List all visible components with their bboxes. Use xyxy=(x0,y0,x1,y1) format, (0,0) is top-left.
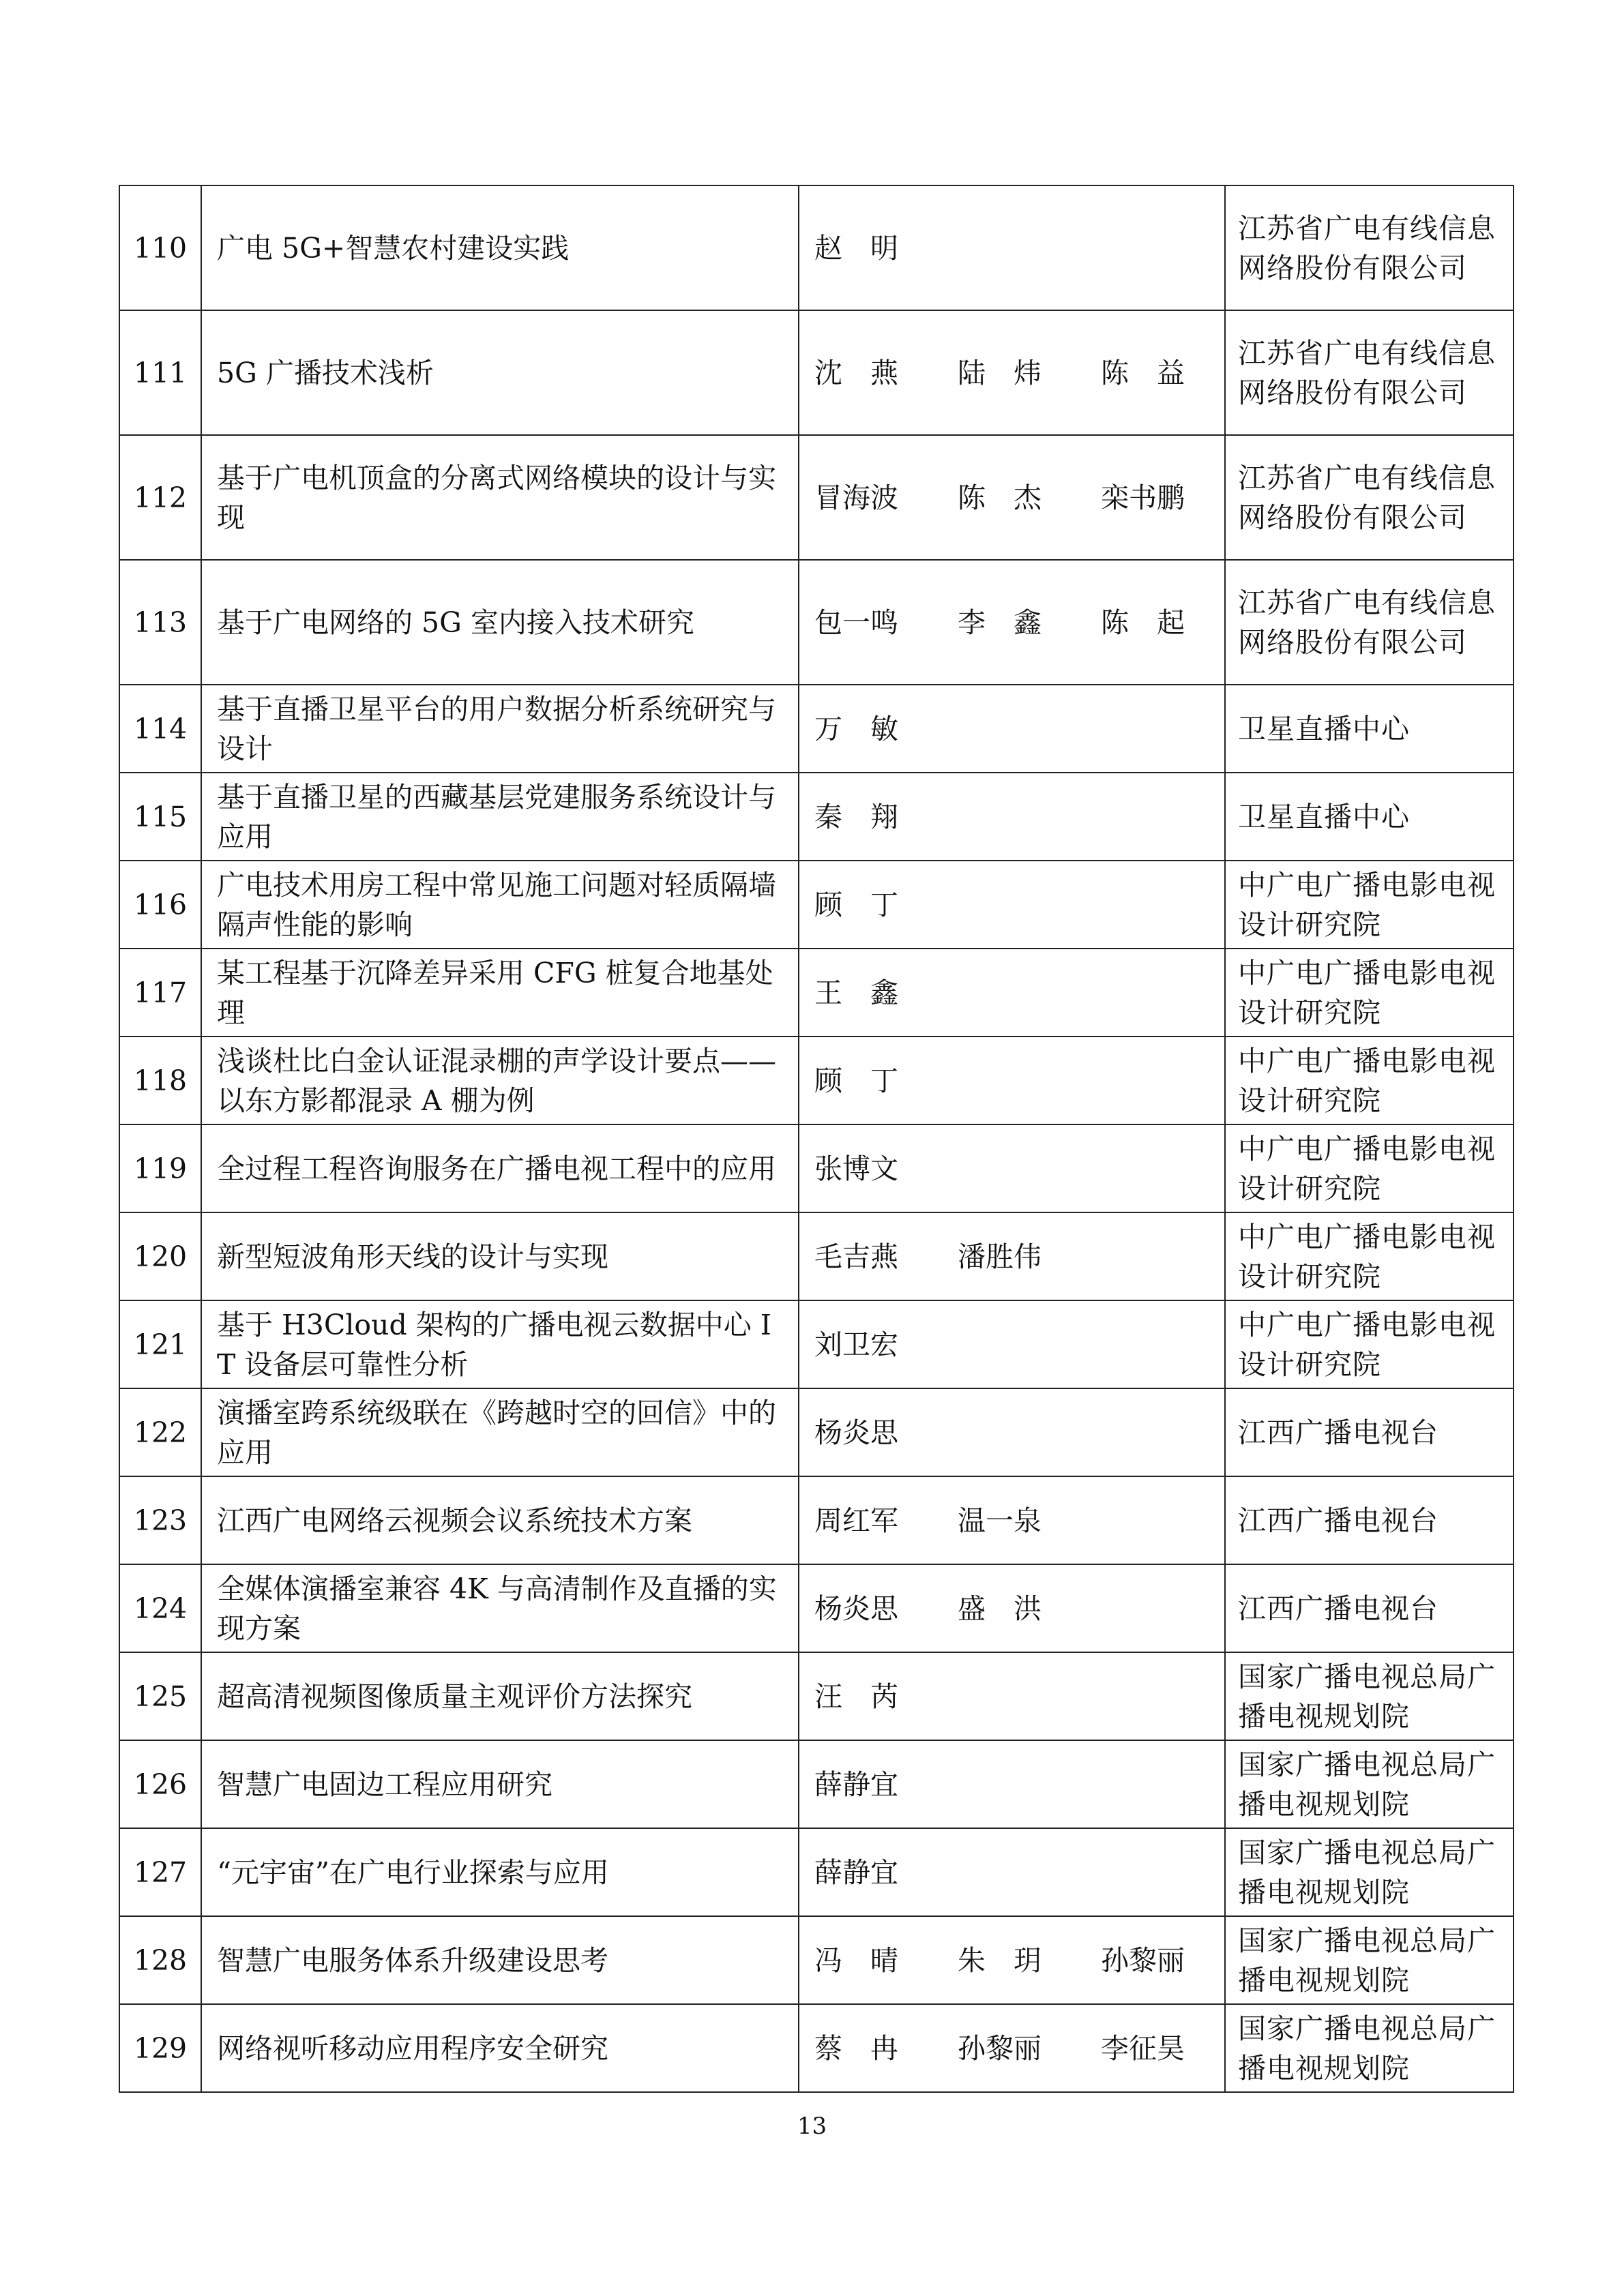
author-name: 刘卫宏 xyxy=(814,1328,898,1361)
table-row xyxy=(119,1828,1514,1916)
authors-cell xyxy=(799,1740,1225,1828)
row-number: 119 xyxy=(119,1124,201,1212)
table-row xyxy=(119,1476,1514,1564)
author-name: 盛 洪 xyxy=(958,1592,1042,1625)
author-name: 陆 炜 xyxy=(958,356,1042,389)
paper-title: 广电技术用房工程中常见施工问题对轻质隔墙隔声性能的影响 xyxy=(201,861,799,949)
author-list xyxy=(814,2032,1210,2065)
paper-title: 基于广电网络的 5G 室内接入技术研究 xyxy=(201,560,799,685)
row-number: 114 xyxy=(119,685,201,773)
table-row xyxy=(119,685,1514,773)
authors-cell xyxy=(799,1300,1225,1388)
row-number: 118 xyxy=(119,1037,201,1124)
organization: 国家广播电视总局广播电视规划院 xyxy=(1225,1916,1514,2004)
author-list xyxy=(814,1240,1067,1273)
organization: 江苏省广电有线信息网络股份有限公司 xyxy=(1225,435,1514,560)
table-row xyxy=(119,1388,1514,1476)
row-number: 125 xyxy=(119,1652,201,1740)
author-name: 杨炎思 xyxy=(814,1592,898,1625)
paper-title: 超高清视频图像质量主观评价方法探究 xyxy=(201,1652,799,1740)
author-name: 潘胜伟 xyxy=(958,1240,1042,1273)
author-name: 温一泉 xyxy=(958,1504,1042,1537)
row-number: 126 xyxy=(119,1740,201,1828)
author-list xyxy=(814,801,924,833)
row-number: 124 xyxy=(119,1564,201,1652)
author-name: 赵 明 xyxy=(814,231,898,265)
authors-cell xyxy=(799,1652,1225,1740)
table-row xyxy=(119,1037,1514,1124)
authors-cell xyxy=(799,2004,1225,2092)
author-name: 王 鑫 xyxy=(814,976,898,1009)
row-number: 116 xyxy=(119,861,201,949)
paper-title: 演播室跨系统级联在《跨越时空的回信》中的应用 xyxy=(201,1388,799,1476)
author-list xyxy=(814,481,1210,514)
row-number: 122 xyxy=(119,1388,201,1476)
author-list xyxy=(814,976,924,1009)
row-number: 128 xyxy=(119,1916,201,2004)
author-name: 陈 益 xyxy=(1101,356,1185,389)
author-list xyxy=(814,357,1210,389)
table-body xyxy=(119,185,1514,2092)
organization: 卫星直播中心 xyxy=(1225,773,1514,861)
authors-cell xyxy=(799,861,1225,949)
paper-title: 基于 H3Cloud 架构的广播电视云数据中心 IT 设备层可靠性分析 xyxy=(201,1300,799,1388)
author-list xyxy=(814,889,924,921)
row-number: 112 xyxy=(119,435,201,560)
organization: 江西广播电视台 xyxy=(1225,1476,1514,1564)
row-number: 117 xyxy=(119,949,201,1037)
author-name: 万 敏 xyxy=(814,712,898,745)
author-list xyxy=(814,1328,924,1361)
paper-title: 5G 广播技术浅析 xyxy=(201,310,799,435)
organization: 国家广播电视总局广播电视规划院 xyxy=(1225,1828,1514,1916)
author-name: 冯 晴 xyxy=(814,1943,898,1977)
table-row xyxy=(119,560,1514,685)
author-name: 秦 翔 xyxy=(814,800,898,833)
author-name: 孙黎丽 xyxy=(958,2031,1042,2065)
authors-cell xyxy=(799,435,1225,560)
authors-cell xyxy=(799,1828,1225,1916)
table-row xyxy=(119,1652,1514,1740)
authors-cell xyxy=(799,1212,1225,1300)
author-list xyxy=(814,1680,924,1713)
organization: 卫星直播中心 xyxy=(1225,685,1514,773)
table-row xyxy=(119,1124,1514,1212)
paper-title: 全过程工程咨询服务在广播电视工程中的应用 xyxy=(201,1124,799,1212)
author-name: 栾书鹏 xyxy=(1101,481,1185,514)
paper-title: 基于直播卫星的西藏基层党建服务系统设计与应用 xyxy=(201,773,799,861)
paper-title: 浅谈杜比白金认证混录棚的声学设计要点——以东方影都混录 A 棚为例 xyxy=(201,1037,799,1124)
table-row xyxy=(119,1740,1514,1828)
row-number: 129 xyxy=(119,2004,201,2092)
table-row xyxy=(119,949,1514,1037)
page-number: 13 xyxy=(797,2113,827,2140)
paper-title: 智慧广电固边工程应用研究 xyxy=(201,1740,799,1828)
authors-cell xyxy=(799,685,1225,773)
author-name: 薛静宜 xyxy=(814,1855,898,1889)
table-row xyxy=(119,1212,1514,1300)
organization: 中广电广播电影电视设计研究院 xyxy=(1225,861,1514,949)
author-name: 陈 起 xyxy=(1101,606,1185,639)
author-name: 沈 燕 xyxy=(814,356,898,389)
author-list xyxy=(814,1416,924,1449)
author-name: 包一鸣 xyxy=(814,606,898,639)
author-name: 顾 丁 xyxy=(814,888,898,921)
paper-title: 全媒体演播室兼容 4K 与高清制作及直播的实现方案 xyxy=(201,1564,799,1652)
authors-cell xyxy=(799,310,1225,435)
author-name: 张博文 xyxy=(814,1152,898,1185)
table-row xyxy=(119,1916,1514,2004)
author-name: 毛吉燕 xyxy=(814,1240,898,1273)
author-list xyxy=(814,1152,924,1185)
table-row xyxy=(119,2004,1514,2092)
organization: 江苏省广电有线信息网络股份有限公司 xyxy=(1225,310,1514,435)
row-number: 113 xyxy=(119,560,201,685)
organization: 中广电广播电影电视设计研究院 xyxy=(1225,1037,1514,1124)
organization: 国家广播电视总局广播电视规划院 xyxy=(1225,1652,1514,1740)
author-list xyxy=(814,1768,924,1801)
row-number: 120 xyxy=(119,1212,201,1300)
authors-cell xyxy=(799,1916,1225,2004)
table-row xyxy=(119,861,1514,949)
authors-cell xyxy=(799,560,1225,685)
paper-title: 某工程基于沉降差异采用 CFG 桩复合地基处理 xyxy=(201,949,799,1037)
author-name: 李 鑫 xyxy=(958,606,1042,639)
paper-title: 智慧广电服务体系升级建设思考 xyxy=(201,1916,799,2004)
row-number: 110 xyxy=(119,185,201,310)
paper-title: 基于广电机顶盒的分离式网络模块的设计与实现 xyxy=(201,435,799,560)
paper-title: “元宇宙”在广电行业探索与应用 xyxy=(201,1828,799,1916)
organization: 中广电广播电影电视设计研究院 xyxy=(1225,1124,1514,1212)
author-name: 朱 玥 xyxy=(958,1943,1042,1977)
author-name: 冒海波 xyxy=(814,481,898,514)
organization: 江苏省广电有线信息网络股份有限公司 xyxy=(1225,185,1514,310)
author-name: 杨炎思 xyxy=(814,1416,898,1449)
row-number: 111 xyxy=(119,310,201,435)
authors-cell xyxy=(799,1476,1225,1564)
authors-cell xyxy=(799,949,1225,1037)
organization: 江西广播电视台 xyxy=(1225,1388,1514,1476)
author-list xyxy=(814,1064,924,1097)
authors-cell xyxy=(799,1124,1225,1212)
paper-title: 广电 5G+智慧农村建设实践 xyxy=(201,185,799,310)
organization: 国家广播电视总局广播电视规划院 xyxy=(1225,1740,1514,1828)
table-row xyxy=(119,185,1514,310)
author-name: 周红军 xyxy=(814,1504,898,1537)
organization: 江苏省广电有线信息网络股份有限公司 xyxy=(1225,560,1514,685)
author-list xyxy=(814,1592,1067,1625)
author-list xyxy=(814,606,1210,639)
table-row xyxy=(119,1564,1514,1652)
author-name: 陈 杰 xyxy=(958,481,1042,514)
author-list xyxy=(814,713,924,745)
organization: 中广电广播电影电视设计研究院 xyxy=(1225,949,1514,1037)
author-list xyxy=(814,1504,1067,1537)
paper-title: 网络视听移动应用程序安全研究 xyxy=(201,2004,799,2092)
author-list xyxy=(814,1944,1210,1977)
table-row xyxy=(119,310,1514,435)
author-list xyxy=(814,232,924,265)
row-number: 115 xyxy=(119,773,201,861)
row-number: 123 xyxy=(119,1476,201,1564)
author-name: 孙黎丽 xyxy=(1101,1943,1185,1977)
author-name: 顾 丁 xyxy=(814,1064,898,1097)
organization: 国家广播电视总局广播电视规划院 xyxy=(1225,2004,1514,2092)
authors-cell xyxy=(799,773,1225,861)
paper-title: 基于直播卫星平台的用户数据分析系统研究与设计 xyxy=(201,685,799,773)
paper-list-table xyxy=(119,185,1514,2093)
paper-title: 新型短波角形天线的设计与实现 xyxy=(201,1212,799,1300)
author-name: 薛静宜 xyxy=(814,1768,898,1801)
authors-cell xyxy=(799,1037,1225,1124)
paper-title: 江西广电网络云视频会议系统技术方案 xyxy=(201,1476,799,1564)
organization: 中广电广播电影电视设计研究院 xyxy=(1225,1300,1514,1388)
row-number: 121 xyxy=(119,1300,201,1388)
author-name: 李征昊 xyxy=(1101,2031,1185,2065)
table-row xyxy=(119,1300,1514,1388)
table-row xyxy=(119,773,1514,861)
author-name: 蔡 冉 xyxy=(814,2031,898,2065)
author-name: 汪 芮 xyxy=(814,1680,898,1713)
table-row xyxy=(119,435,1514,560)
row-number: 127 xyxy=(119,1828,201,1916)
authors-cell xyxy=(799,185,1225,310)
organization: 江西广播电视台 xyxy=(1225,1564,1514,1652)
authors-cell xyxy=(799,1388,1225,1476)
authors-cell xyxy=(799,1564,1225,1652)
author-list xyxy=(814,1856,924,1889)
organization: 中广电广播电影电视设计研究院 xyxy=(1225,1212,1514,1300)
